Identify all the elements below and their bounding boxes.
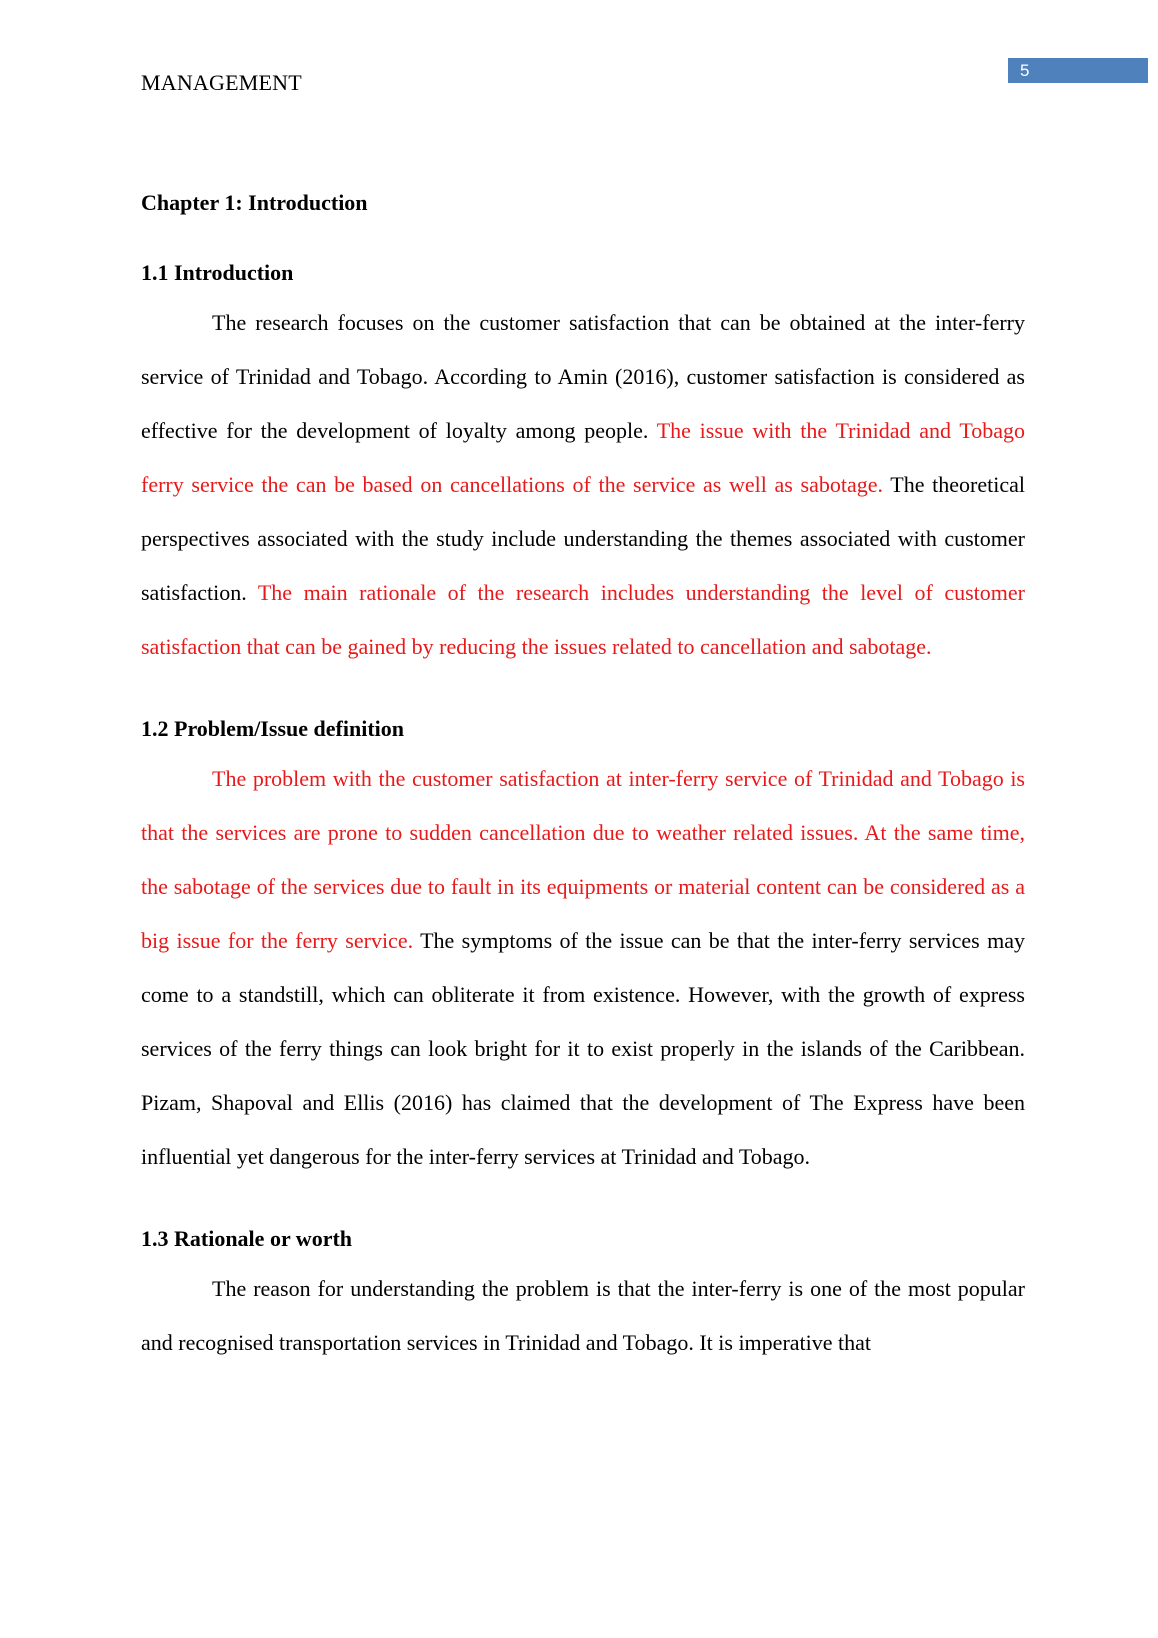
page-number: 5	[1020, 61, 1030, 80]
highlighted-text-segment: The problem with the customer satisfaction at inter-ferry service of Trinidad and Tobago is that the services are prone to sudden cancellation due to weather related issues. At the same time, the sabotage of the services due to fault in its equipments or material content can be considered as a big issue for the ferry service.	[141, 766, 1025, 953]
section-heading-rationale: 1.3 Rationale or worth	[141, 1226, 353, 1251]
page-number-badge	[1008, 58, 1148, 83]
section-heading-introduction: 1.1 Introduction	[141, 260, 294, 285]
highlighted-text-segment: The main rationale of the research includes understanding the level of customer satisfaction that can be gained by reducing the issues related to cancellation and sabotage.	[141, 580, 1025, 659]
document-body	[141, 180, 1025, 1370]
paragraph-problem-definition	[141, 752, 1025, 1184]
paragraph-rationale	[141, 1262, 1025, 1370]
section-heading-problem-definition: 1.2 Problem/Issue definition	[141, 716, 405, 741]
text-segment: The symptoms of the issue can be that the inter-ferry services may come to a standstill, which can obliterate it from existence. However, with the growth of express services of the ferry things can look bright for it to exist properly in the islands of the Caribbean. Pizam, Shapoval and Ellis (2016) has claimed that the development of The Express have been influential yet dangerous for the inter-ferry services at Trinidad and Tobago.	[141, 928, 1025, 1169]
running-head: MANAGEMENT	[141, 70, 302, 95]
text-segment: The theoretical perspectives associated with the study include understanding the themes associated with customer satisfaction.	[141, 472, 1025, 605]
text-segment: The research focuses on the customer satisfaction that can be obtained at the inter-ferry service of Trinidad and Tobago. According to Amin (2016), customer satisfaction is considered as effective for the development of loyalty among people.	[141, 310, 1025, 443]
chapter-title: Chapter 1: Introduction	[141, 190, 368, 215]
highlighted-text-segment: The issue with the Trinidad and Tobago ferry service the can be based on cancellations of the service as well as sabotage.	[141, 418, 1026, 497]
paragraph-introduction	[141, 296, 1025, 674]
text-segment: The reason for understanding the problem is that the inter-ferry is one of the most popular and recognised transportation services in Trinidad and Tobago. It is imperative that	[141, 1276, 1025, 1355]
